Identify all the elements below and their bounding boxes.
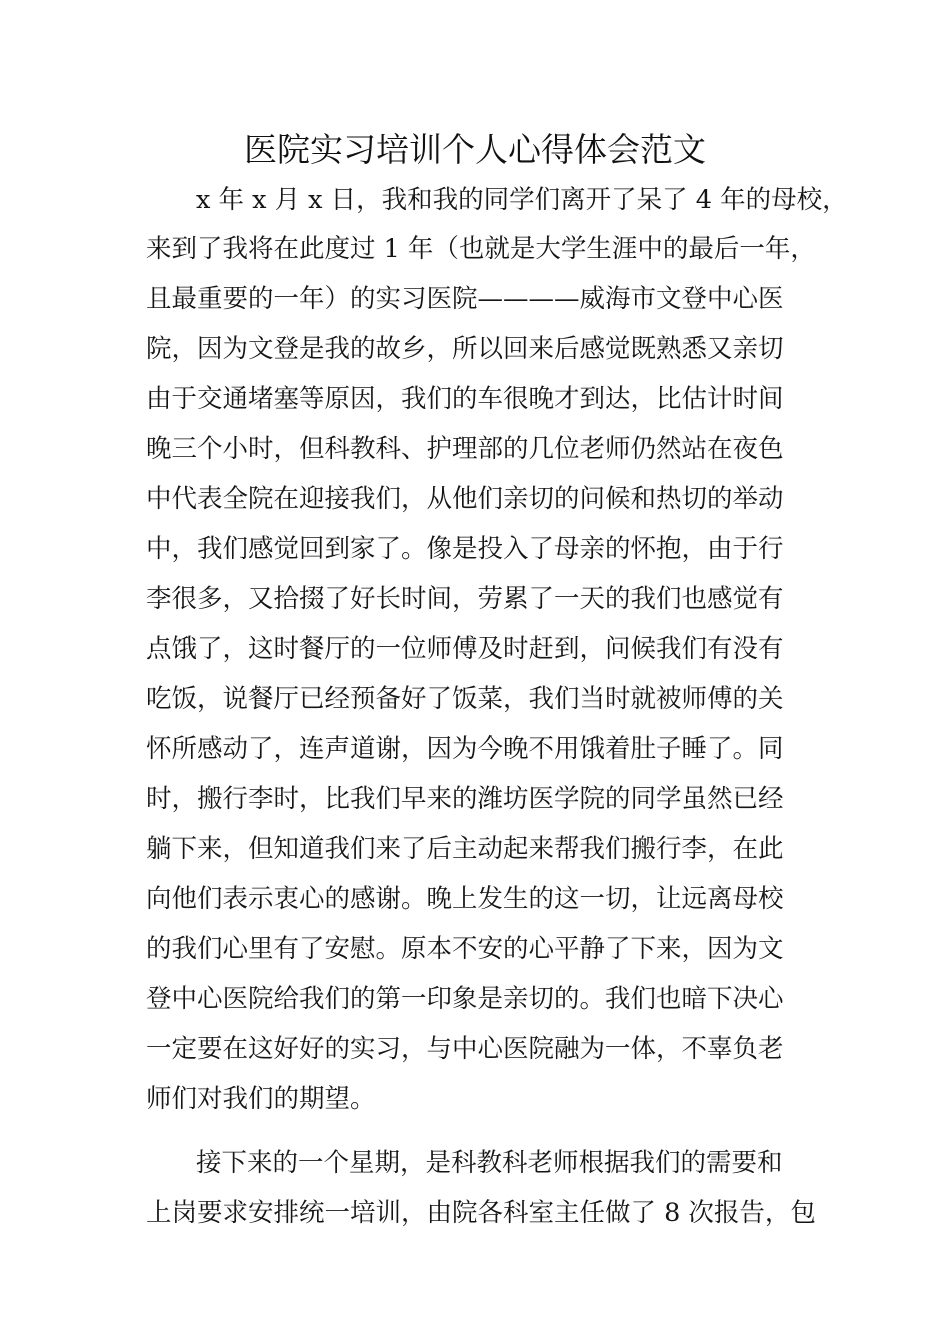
- paragraph-line: 登中心医院给我们的第一印象是亲切的。我们也暗下决心: [146, 984, 784, 1014]
- paragraph-line: 躺下来，但知道我们来了后主动起来帮我们搬行李，在此: [146, 834, 784, 864]
- paragraph-line: 时，搬行李时，比我们早来的潍坊医学院的同学虽然已经: [146, 784, 784, 814]
- paragraph-line: 中，我们感觉回到家了。像是投入了母亲的怀抱，由于行: [146, 534, 784, 564]
- paragraph-line: 吃饭，说餐厅已经预备好了饭菜，我们当时就被师傅的关: [146, 684, 784, 714]
- paragraph-line: 上岗要求安排统一培训，由院各科室主任做了 8 次报告，包: [146, 1198, 816, 1228]
- document-title: 医院实习培训个人心得体会范文: [244, 130, 706, 169]
- paragraph-line: 接下来的一个星期，是科教科老师根据我们的需要和: [196, 1148, 783, 1178]
- paragraph-line: 晚三个小时，但科教科、护理部的几位老师仍然站在夜色: [146, 434, 784, 464]
- paragraph-line: 一定要在这好好的实习，与中心医院融为一体，不辜负老: [146, 1034, 784, 1064]
- paragraph-line: 李很多，又拾掇了好长时间，劳累了一天的我们也感觉有: [146, 584, 784, 614]
- paragraph-line: 来到了我将在此度过 1 年（也就是大学生涯中的最后一年，: [146, 234, 816, 264]
- paragraph-line: 中代表全院在迎接我们，从他们亲切的问候和热切的举动: [146, 484, 784, 514]
- paragraph-line: 院，因为文登是我的故乡，所以回来后感觉既熟悉又亲切: [146, 334, 784, 364]
- paragraph-line: 师们对我们的期望。: [146, 1084, 376, 1114]
- paragraph-line: 且最重要的一年）的实习医院————威海市文登中心医: [146, 284, 784, 314]
- paragraph-line: 的我们心里有了安慰。原本不安的心平静了下来，因为文: [146, 934, 784, 964]
- paragraph-line: 点饿了，这时餐厅的一位师傅及时赶到，问候我们有没有: [146, 634, 784, 664]
- paragraph-line: 怀所感动了，连声道谢，因为今晚不用饿着肚子睡了。同: [146, 734, 784, 764]
- paragraph-line: 向他们表示衷心的感谢。晚上发生的这一切，让远离母校: [146, 884, 784, 914]
- paragraph-line: 由于交通堵塞等原因，我们的车很晚才到达，比估计时间: [146, 384, 784, 414]
- paragraph-line: x 年 x 月 x 日，我和我的同学们离开了呆了 4 年的母校，: [196, 185, 848, 215]
